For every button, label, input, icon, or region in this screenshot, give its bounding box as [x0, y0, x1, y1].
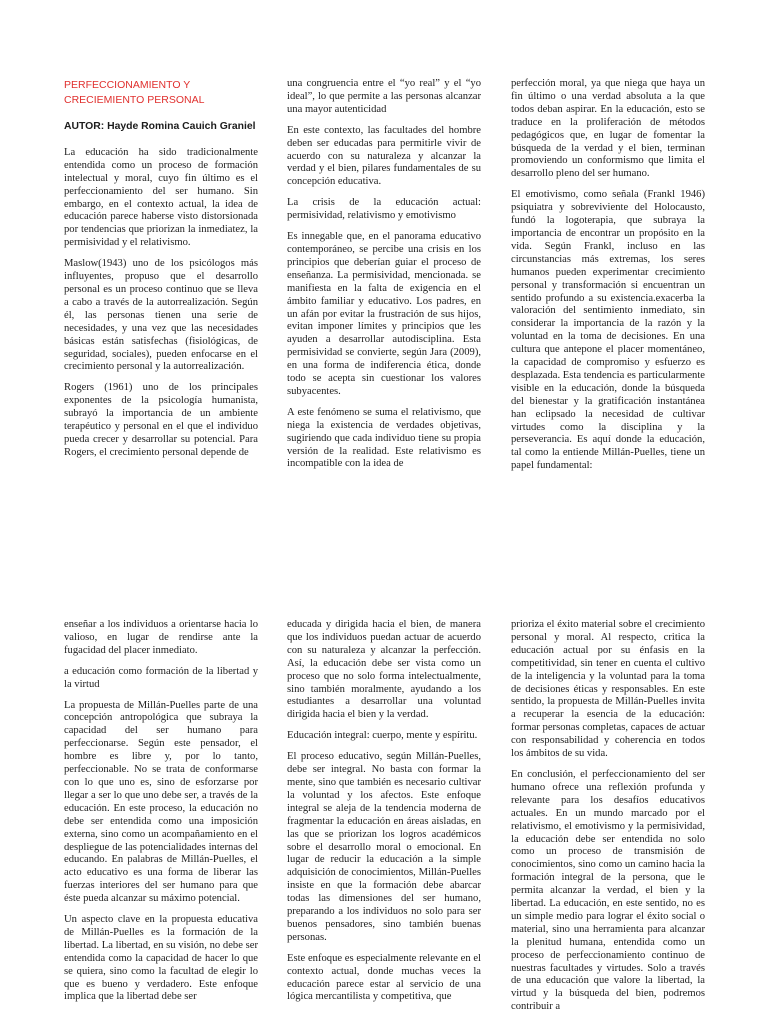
paragraph: En este contexto, las facultades del hombre deben ser educadas para permitirle vivir de acuerdo con su naturaleza y alcanzar la verdad y el bien, pilares fundamentales de su concepción educativa.: [287, 124, 481, 188]
page-2-column-2: [287, 619, 481, 1019]
paragraph: La propuesta de Millán-Puelles parte de una concepción antropológica que subraya la capacidad del ser humano para perfeccionarse. Según este pensador, el hombre es libre y, por lo tanto, perfeccionable. No se trata de conformarse con lo que uno es, sino de esforzarse por llegar a ser lo que uno debe ser, a través de la educación. En este proceso, la educación no debe ser entendida como una imposición externa, sino como un acompañamiento en el despliegue de las potencialidades internas del educando. En palabras de Millán-Puelles, el acto educativo es una forma de liberar las fuerzas interiores del ser humano para que éste pueda alcanzar su máximo potencial.: [64, 699, 258, 905]
page-1-column-1: [64, 78, 258, 498]
paragraph: prioriza el éxito material sobre el crecimiento personal y moral. Al respecto, critica la educación actual por su énfasis en la competitividad, sin tener en cuenta el cultivo de la inteligencia y la voluntad para la toma de decisiones éticas y responsables. En este sentido, la propuesta de Millán-Puelles invita a recuperar la esencia de la educación: formar personas completas, capaces de actuar con responsabilidad y coherencia en todos los ámbitos de su vida.: [511, 619, 705, 760]
page-2-column-3: [511, 619, 705, 1019]
paragraph: El emotivismo, como señala (Frankl 1946) psiquiatra y sobreviviente del Holocausto, fundó la logoterapia, que subraya la importancia de encontrar un propósito en la vida. Según Frankl, incluso en las circunstancias más extremas, los seres humanos pueden experimentar crecimiento personal y transformación si encuentran un sentido profundo a su existencia.exacerba la valoración del sentimiento inmediato, sin considerar la importancia de la razón y la voluntad en la toma de decisiones. En una cultura que antepone el placer momentáneo, la capacidad de compromiso y esfuerzo es desplazada. Esta tendencia es particularmente visible en la educación, donde la búsqueda del bienestar y la gratificación instantánea han eclipsado la necesidad de cultivar virtudes como la disciplina y la perseverancia. Es aquí donde la educación, tal como la entiende Millán-Puelles, tiene un papel fundamental:: [511, 189, 705, 472]
paragraph: perfección moral, ya que niega que haya un fin último o una verdad absoluta a la que todos deban aspirar. En la educación, esto se traduce en la proliferación de métodos pedagógicos que, en lugar de fomentar la búsqueda de la verdad y el bien, terminan promoviendo un conformismo que limita el desarrollo pleno del ser humano.: [511, 78, 705, 180]
paragraph: A este fenómeno se suma el relativismo, que niega la existencia de verdades objetivas, sugiriendo que cada individuo tiene su propia versión de la realidad. Este relativismo es incompatible con la idea de: [287, 406, 481, 470]
paragraph: enseñar a los individuos a orientarse hacia lo valioso, en lugar de rendirse ante la fugacidad del placer inmediato.: [64, 619, 258, 656]
page-1-column-3: [511, 78, 705, 498]
paragraph: Rogers (1961) uno de los principales exponentes de la psicología humanista, subrayó la importancia de un ambiente terapéutico y personal en el que el individuo pueda crecer y desarrollar su potencial. Para Rogers, el crecimiento personal depende de: [64, 382, 258, 458]
paragraph: Es innegable que, en el panorama educativo contemporáneo, se percibe una crisis en los principios que deberían guiar el proceso de enseñanza. La permisividad, mencionada. se manifiesta en la falta de exigencia en el ámbito familiar y educativo. Los padres, en un afán por evitar la frustración de sus hijos, evitan imponer límites y principios que les ayuden a desarrollar autodisciplina. Esta permisividad se convierte, según Jara (2009), en una forma de indiferencia ética, donde todo se acepta sin cuestionar los valores subyacentes.: [287, 231, 481, 397]
page-1-column-2: [287, 78, 481, 498]
paragraph: Un aspecto clave en la propuesta educativa de Millán-Puelles es la formación de la libertad. La libertad, en su visión, no debe ser entendida como la capacidad de hacer lo que se quiera, sino como la facultad de elegir lo que es bueno y verdadero. Este enfoque implica que la libertad debe ser: [64, 914, 258, 1003]
paragraph: Maslow(1943) uno de los psicólogos más influyentes, propuso que el desarrollo personal es un proceso continuo que se lleva a cabo a través de la autorrealización. Según él, las personas tienen una serie de necesidades, y una vez que las necesidades básicas están satisfechas (fisiológicas, de seguridad, sociales), pueden enfocarse en el crecimiento personal y la autorrealización.: [64, 258, 258, 373]
paragraph: educada y dirigida hacia el bien, de manera que los individuos puedan actuar de acuerdo con su naturaleza y alcanzar la perfección. Así, la educación debe ser vista como un proceso que no solo forma intelectualmente, sino también moralmente, ayudando a los estudiantes a desarrollar una voluntad dirigida hacia el bien y la verdad.: [287, 619, 481, 721]
section-heading: La crisis de la educación actual: permisividad, relativismo y emotivismo: [287, 197, 481, 222]
section-heading: a educación como formación de la libertad y la virtud: [64, 665, 258, 690]
document-author: AUTOR: Hayde Romina Cauich Graniel: [64, 121, 256, 132]
paragraph: El proceso educativo, según Millán-Puelles, debe ser integral. No basta con formar la mente, sino que también es necesario cultivar la voluntad y los afectos. Este enfoque integral se aleja de la tendencia moderna de fragmentar la educación en áreas aisladas, en las que se priorizan los logros académicos sobre el desarrollo moral o emocional. En lugar de reducir la educación a la simple adquisición de conocimientos, Millán-Puelles insiste en que la formación debe abarcar todas las dimensiones del ser humano, preparando a los individuos no solo para ser buenos pensadores, sino también buenas personas.: [287, 751, 481, 943]
paragraph: En conclusión, el perfeccionamiento del ser humano ofrece una reflexión profunda y relevante para los desafíos educativos actuales. En un mundo marcado por el relativismo, el emotivismo y la permisividad, la educación debe ser entendida no solo como un proceso de transmisión de conocimientos, sino como un camino hacia la formación integral de la persona, que le permita alcanzar la verdad, el bien y la libertad. La educación, en este sentido, no es un simple medio para lograr el éxito social o material, sino una herramienta para alcanzar la plenitud humana, entendida como un proceso de perfeccionamiento continuo de nuestras facultades y virtudes. Solo a través de una educación que valore la libertad, la virtud y la búsqueda del bien, podremos contribuir a: [511, 768, 705, 1013]
document-title: PERFECCIONAMIENTO Y CRECIEMIENTO PERSONAL: [64, 79, 205, 106]
paragraph: una congruencia entre el “yo real” y el “yo ideal”, lo que permite a las personas alcanzar una mayor autenticidad: [287, 78, 481, 115]
paragraph: Este enfoque es especialmente relevante en el contexto actual, donde muchas veces la educación parece estar al servicio de una lógica mercantilista y competitiva, que: [287, 952, 481, 1003]
paragraph: La educación ha sido tradicionalmente entendida como un proceso de formación intelectual y moral, cuyo fin último es el perfeccionamiento del ser humano. Sin embargo, en el contexto actual, la idea de educación parece haberse visto distorsionada por tendencias que priorizan la inmediatez, la permisividad y el relativismo.: [64, 146, 258, 249]
section-heading: Educación integral: cuerpo, mente y espíritu.: [287, 730, 478, 742]
page-2: [0, 512, 768, 1024]
page-2-column-1: [64, 619, 258, 1019]
